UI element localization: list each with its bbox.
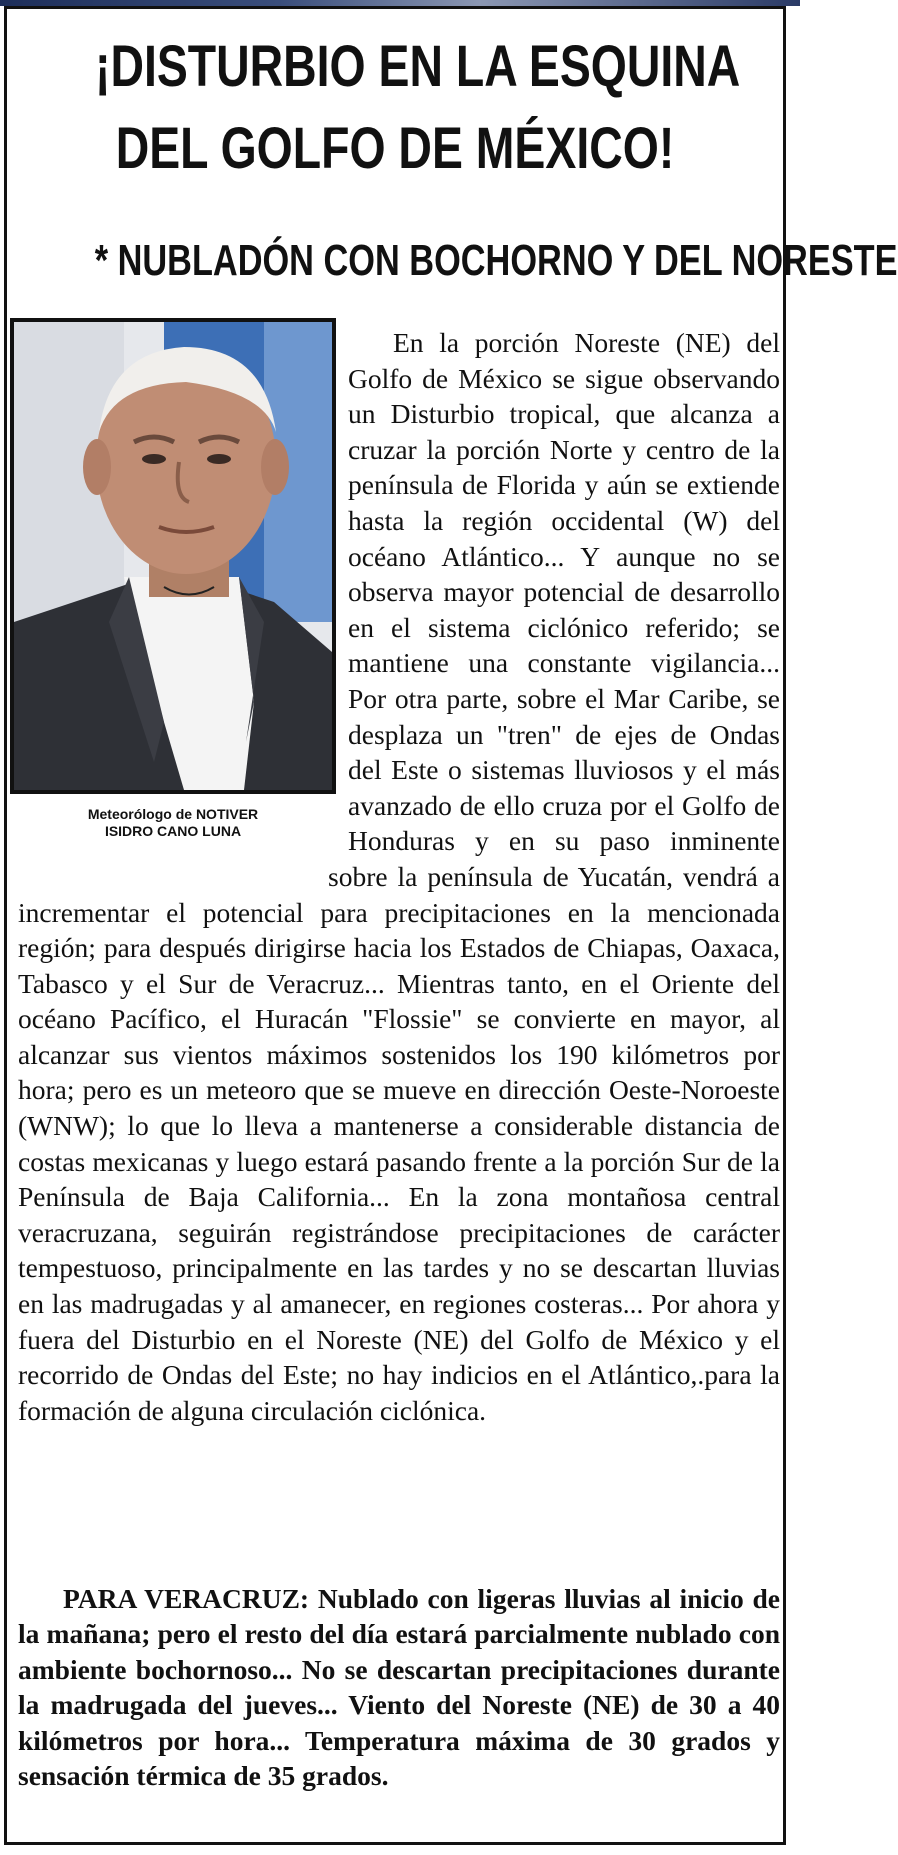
forecast-paragraph: PARA VERACRUZ: Nublado con ligeras lluvias al inicio de la mañana; pero el resto del día estará parcialmente nublado con ambiente bochornoso... No se descartan precipitaciones durante la madrugada del jueves... Viento del Noreste (NE) de 30 a 40 kilómetros por hora... Temperatura máxima de 30 grados y sensación térmica de 35 grados.	[18, 1582, 780, 1792]
article-paragraph: En la porción Noreste (NE) del Golfo de México se sigue observando un Disturbio tropical, que alcanza a cruzar la porción Norte y centro de la península de Florida y aún se extiende hasta la región occidental (W) del océano Atlántico... Y aunque no se observa mayor potencial de desarrollo en el sistema ciclónico referido; se mantiene una constante vigilancia... Por otra parte, sobre el Mar Caribe, se desplaza un "tren" de ejes de Ondas del Este o sistemas lluviosos y el más avanzado de ello cruza por el Golfo de Honduras y en su paso inminente sobre la península de Yucatán, vendrá a incrementar el potencial para precipitaciones en la mencionada región; para después dirigirse hacia los Estados de Chiapas, Oaxaca, Tabasco y el Sur de Veracruz... Mientras tanto, en el Oriente del océano Pacífico, el Huracán "Flossie" se convierte en mayor, al alcanzar sus vientos máximos sostenidos los 190 kilómetros por hora; pero es un meteoro que se mueve en dirección Oeste-Noroeste (WNW); lo que lo lleva a mantenerse a considerable distancia de costas mexicanas y luego estará pasando frente a la porción Sur de la Península de Baja California... En la zona montañosa central veracruzana, seguirán registrándose precipitaciones de carácter tempestuoso, principalmente en las tardes y no se descartan lluvias en las madrugadas y al amanecer, en regiones costeras... Por ahora y fuera del Disturbio en el Noreste (NE) del Golfo de México y el recorrido de Ondas del Este; no hay indicios en el Atlántico,.para la formación de alguna circulación ciclónica.	[18, 327, 780, 1426]
headline-line-1: ¡DISTURBIO EN LA ESQUINA	[95, 34, 741, 99]
article-body	[18, 325, 780, 1428]
headline-line-2: DEL GOLFO DE MÉXICO!	[115, 116, 675, 181]
caption-wrap-spacer	[18, 830, 328, 860]
subheadline: * NUBLADÓN CON BOCHORNO Y DEL NORESTE	[94, 236, 898, 285]
headline	[95, 26, 741, 190]
caption-line-2: ISIDRO CANO LUNA	[104, 823, 242, 839]
caption-line-1: Meteorólogo de NOTIVER	[87, 806, 259, 822]
photo-wrap-spacer	[18, 325, 348, 830]
